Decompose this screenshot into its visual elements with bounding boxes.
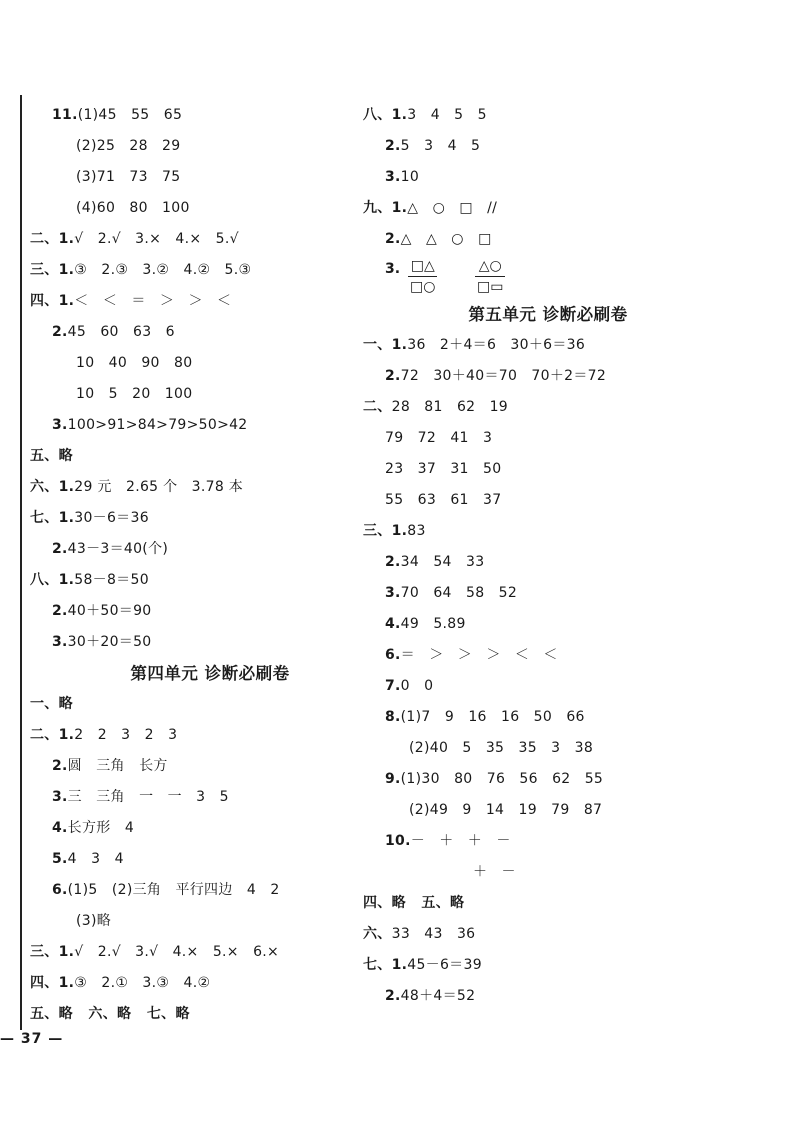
answer-text: 5 3 4 5 bbox=[400, 138, 481, 154]
answer-label: 2. bbox=[52, 324, 68, 340]
answer-text: 100>91>84>79>50>42 bbox=[67, 417, 248, 433]
answer-text: (3)71 73 75 bbox=[76, 169, 181, 185]
answer-text: △ ○ □ // bbox=[407, 200, 498, 216]
answer-line bbox=[363, 888, 693, 919]
fraction-2-bar bbox=[475, 276, 505, 277]
answer-text: 45－6＝39 bbox=[407, 957, 482, 973]
answer-line bbox=[363, 100, 693, 131]
answer-text: 2 2 3 2 3 bbox=[74, 727, 178, 743]
answer-label: 3. bbox=[52, 634, 68, 650]
answer-label: 2. bbox=[385, 231, 401, 247]
answer-text: 83 bbox=[407, 523, 426, 539]
answer-text: 58－8＝50 bbox=[74, 572, 149, 588]
answer-text: 圆 三角 长方 bbox=[67, 758, 168, 774]
answer-line bbox=[30, 968, 350, 999]
answer-label: 三、1. bbox=[30, 262, 75, 278]
answer-line bbox=[30, 751, 350, 782]
fraction-1-bar bbox=[408, 276, 437, 277]
answer-text: √ 2.√ 3.× 4.× 5.√ bbox=[74, 231, 239, 247]
answer-line bbox=[363, 671, 693, 702]
answer-text: 3 4 5 5 bbox=[407, 107, 487, 123]
answer-line bbox=[30, 286, 350, 317]
answer-label: 八、1. bbox=[30, 572, 75, 588]
answer-text: 10 5 20 100 bbox=[76, 386, 193, 402]
answer-line bbox=[30, 627, 350, 658]
answer-text: (2)25 28 29 bbox=[76, 138, 181, 154]
answer-label: 9. bbox=[385, 771, 401, 787]
answer-line bbox=[30, 224, 350, 255]
answer-line bbox=[363, 919, 693, 950]
page-number: — 37 — bbox=[0, 1031, 64, 1047]
answer-label: 2. bbox=[385, 138, 401, 154]
fraction-1-denominator: □○ bbox=[410, 279, 436, 295]
answer-text: √ 2.√ 3.√ 4.× 5.× 6.× bbox=[74, 944, 280, 960]
section-title: 第四单元 诊断必刷卷 bbox=[130, 664, 290, 683]
answer-text: 49 5.89 bbox=[400, 616, 466, 632]
answer-label: 2. bbox=[385, 554, 401, 570]
answer-label: 6. bbox=[385, 647, 401, 663]
answer-text: ＜ ＜ ＝ ＞ ＞ ＜ bbox=[74, 293, 232, 309]
answer-text: 10 40 90 80 bbox=[76, 355, 193, 371]
answer-line bbox=[30, 720, 350, 751]
answer-label: 七、1. bbox=[30, 510, 75, 526]
answer-line bbox=[363, 392, 693, 423]
answer-line bbox=[363, 423, 693, 454]
answer-text: 36 2＋4＝6 30＋6＝36 bbox=[407, 337, 586, 353]
answer-label: 5. bbox=[52, 851, 68, 867]
answer-line bbox=[363, 733, 693, 764]
answer-text: 40＋50＝90 bbox=[67, 603, 152, 619]
answer-text: 30＋20＝50 bbox=[67, 634, 152, 650]
answer-label: 四、略 五、略 bbox=[363, 895, 465, 911]
answer-text: 45 60 63 6 bbox=[67, 324, 175, 340]
answer-line bbox=[30, 906, 350, 937]
answer-line bbox=[363, 609, 693, 640]
answer-label: 3. bbox=[385, 585, 401, 601]
answer-line bbox=[30, 596, 350, 627]
answer-label: 4. bbox=[385, 616, 401, 632]
fraction-answer-row bbox=[363, 255, 693, 299]
answer-line bbox=[363, 950, 693, 981]
answer-label: 8. bbox=[385, 709, 401, 725]
answer-label: 3. bbox=[52, 789, 68, 805]
answer-line bbox=[30, 317, 350, 348]
answer-line bbox=[363, 702, 693, 733]
answer-label: 3. bbox=[385, 169, 401, 185]
answer-label: 7. bbox=[385, 678, 401, 694]
right-column-bottom bbox=[363, 299, 693, 1012]
answer-text: ＝ ＞ ＞ ＞ ＜ ＜ bbox=[400, 647, 558, 663]
answer-line bbox=[30, 441, 350, 472]
answer-text: ③ 2.③ 3.② 4.② 5.③ bbox=[74, 262, 252, 278]
answer-text: (2)40 5 35 35 3 38 bbox=[409, 740, 594, 756]
answer-text: (1)5 (2)三角 平行四边 4 2 bbox=[67, 882, 280, 898]
answer-line bbox=[30, 782, 350, 813]
answer-line bbox=[30, 379, 350, 410]
answer-label: 七、1. bbox=[363, 957, 408, 973]
answer-line bbox=[363, 224, 693, 255]
answer-line bbox=[363, 361, 693, 392]
answer-line bbox=[30, 348, 350, 379]
answer-text: 33 43 36 bbox=[391, 926, 476, 942]
answer-line bbox=[363, 330, 693, 361]
answer-label: 2. bbox=[52, 758, 68, 774]
answer-line bbox=[363, 485, 693, 516]
answer-line bbox=[30, 534, 350, 565]
answer-line bbox=[30, 131, 350, 162]
answer-text: 23 37 31 50 bbox=[385, 461, 502, 477]
answer-line bbox=[30, 844, 350, 875]
answer-line bbox=[30, 503, 350, 534]
answer-text: 10 bbox=[400, 169, 420, 185]
answer-text: (4)60 80 100 bbox=[76, 200, 190, 216]
answer-text: 55 63 61 37 bbox=[385, 492, 502, 508]
answer-line bbox=[30, 813, 350, 844]
fraction-2 bbox=[475, 257, 505, 296]
answer-line bbox=[30, 689, 350, 720]
answer-label: 2. bbox=[385, 368, 401, 384]
right-column bbox=[363, 100, 693, 1012]
answer-label: 2. bbox=[52, 541, 68, 557]
section-title: 第五单元 诊断必刷卷 bbox=[468, 305, 628, 324]
answer-text: ＋ － bbox=[473, 864, 516, 880]
answer-line bbox=[363, 764, 693, 795]
fraction-row-label: 3. bbox=[385, 261, 401, 277]
answer-text: 48＋4＝52 bbox=[400, 988, 476, 1004]
answer-label: 四、1. bbox=[30, 975, 75, 991]
answer-text: － ＋ ＋ － bbox=[410, 833, 511, 849]
left-column bbox=[30, 100, 350, 1030]
answer-line bbox=[363, 516, 693, 547]
answer-label: 二、1. bbox=[30, 727, 75, 743]
answer-label: 五、略 bbox=[30, 448, 73, 464]
answer-text: (1)30 80 76 56 62 55 bbox=[400, 771, 604, 787]
answer-label: 五、略 六、略 七、略 bbox=[30, 1006, 190, 1022]
answer-text: ③ 2.① 3.③ 4.② bbox=[74, 975, 211, 991]
answer-label: 六、 bbox=[363, 926, 392, 942]
answer-line bbox=[30, 565, 350, 596]
answer-label: 2. bbox=[385, 988, 401, 1004]
answer-line bbox=[363, 162, 693, 193]
answer-text: 79 72 41 3 bbox=[385, 430, 493, 446]
answer-label: 一、略 bbox=[30, 696, 73, 712]
answer-label: 二、 bbox=[363, 399, 392, 415]
answer-text: 34 54 33 bbox=[400, 554, 485, 570]
answer-label: 三、1. bbox=[30, 944, 75, 960]
answer-line bbox=[30, 100, 350, 131]
answer-label: 2. bbox=[52, 603, 68, 619]
answer-line bbox=[30, 472, 350, 503]
answer-text: 29 元 2.65 个 3.78 本 bbox=[74, 479, 244, 495]
answer-label: 11. bbox=[52, 107, 78, 123]
fraction-2-numerator: △○ bbox=[478, 258, 502, 274]
answer-label: 10. bbox=[385, 833, 411, 849]
answer-text: 4 3 4 bbox=[67, 851, 124, 867]
answer-text: 72 30＋40＝70 70＋2＝72 bbox=[400, 368, 607, 384]
answer-line bbox=[30, 162, 350, 193]
answer-text: (1)45 55 65 bbox=[77, 107, 183, 123]
answer-label: 一、1. bbox=[363, 337, 408, 353]
fraction-1 bbox=[408, 257, 437, 296]
answer-line bbox=[363, 795, 693, 826]
answer-line bbox=[363, 981, 693, 1012]
answer-text: 三 三角 一 一 3 5 bbox=[67, 789, 229, 805]
answer-text: 0 0 bbox=[400, 678, 434, 694]
answer-label: 6. bbox=[52, 882, 68, 898]
answer-text: 43－3＝40(个) bbox=[67, 541, 169, 557]
answer-label: 六、1. bbox=[30, 479, 75, 495]
answer-line bbox=[363, 131, 693, 162]
answer-text: (3)略 bbox=[76, 913, 112, 929]
fraction-1-numerator: □△ bbox=[410, 258, 435, 274]
fraction-2-denominator: □▭ bbox=[477, 279, 504, 295]
answer-text: 70 64 58 52 bbox=[400, 585, 518, 601]
answer-label: 九、1. bbox=[363, 200, 408, 216]
answer-text: △ △ ○ □ bbox=[400, 231, 492, 247]
left-margin-rule bbox=[20, 95, 22, 1030]
answer-text: (2)49 9 14 19 79 87 bbox=[409, 802, 603, 818]
answer-line bbox=[363, 578, 693, 609]
answer-text: 长方形 4 bbox=[67, 820, 135, 836]
answer-label: 八、1. bbox=[363, 107, 408, 123]
answer-line bbox=[30, 410, 350, 441]
answer-line bbox=[363, 193, 693, 224]
answer-line bbox=[30, 255, 350, 286]
answer-line bbox=[363, 640, 693, 671]
answer-line bbox=[363, 857, 693, 888]
answer-line bbox=[363, 454, 693, 485]
answer-label: 三、1. bbox=[363, 523, 408, 539]
answer-label: 4. bbox=[52, 820, 68, 836]
answer-line bbox=[30, 937, 350, 968]
answer-line bbox=[363, 826, 693, 857]
answer-line bbox=[30, 193, 350, 224]
answer-text: (1)7 9 16 16 50 66 bbox=[400, 709, 585, 725]
right-column-top bbox=[363, 100, 693, 255]
answer-line bbox=[30, 875, 350, 906]
answer-text: 30－6＝36 bbox=[74, 510, 149, 526]
answer-text: 28 81 62 19 bbox=[391, 399, 509, 415]
answer-label: 3. bbox=[52, 417, 68, 433]
answer-label: 四、1. bbox=[30, 293, 75, 309]
answer-label: 二、1. bbox=[30, 231, 75, 247]
answer-line bbox=[363, 547, 693, 578]
answer-line bbox=[30, 999, 350, 1030]
